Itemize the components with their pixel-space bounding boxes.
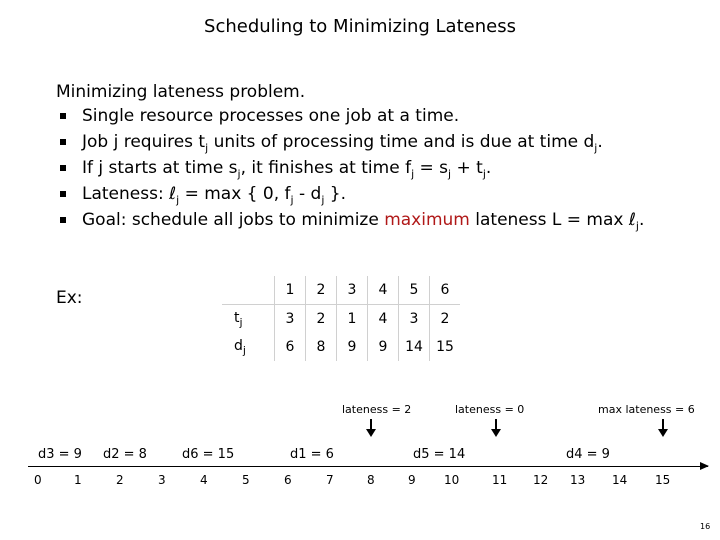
timeline-axis xyxy=(28,466,708,467)
bullet-marker xyxy=(60,139,66,145)
bullet-marker xyxy=(60,113,66,119)
lateness-label-2: lateness = 0 xyxy=(455,403,525,416)
bullet-4 xyxy=(60,184,346,206)
bullet-text: - d xyxy=(293,184,322,204)
table-cell: 2 xyxy=(306,305,337,334)
table-header-row xyxy=(222,276,460,305)
bullet-text: + t xyxy=(451,158,483,178)
table-cell: 15 xyxy=(430,333,461,361)
tick-label: 13 xyxy=(570,473,586,487)
header-cell: 1 xyxy=(275,276,306,305)
row-label: $d_j$ xyxy=(234,337,246,357)
tick-label: 1 xyxy=(74,473,82,487)
arrow-down-icon xyxy=(491,429,501,437)
bullet-text: = max { 0, f xyxy=(179,184,291,204)
tick-label: 5 xyxy=(242,473,250,487)
arrow-down-icon xyxy=(658,429,668,437)
highlight-text: maximum xyxy=(384,210,470,230)
subscript: j xyxy=(321,193,325,207)
bullet-text: lateness L = max ℓ xyxy=(469,210,636,230)
table-cell: 8 xyxy=(306,333,337,361)
bullet-text: }. xyxy=(324,184,346,204)
table-cell: 1 xyxy=(337,305,368,334)
job-label-d2: d2 = 8 xyxy=(103,447,147,462)
table-cell: 4 xyxy=(368,305,399,334)
corner-cell xyxy=(222,276,275,305)
bullet-marker xyxy=(60,191,66,197)
arrow-down-icon xyxy=(366,429,376,437)
table-cell: 14 xyxy=(399,333,430,361)
bullet-text: , it finishes at time f xyxy=(240,158,412,178)
bullet-text: units of processing time and is due at time d xyxy=(208,132,595,152)
header-cell: 4 xyxy=(368,276,399,305)
tick-label: 11 xyxy=(492,473,508,487)
tick-label: 9 xyxy=(408,473,416,487)
job-label-d4: d4 = 9 xyxy=(566,447,610,462)
job-label-d6: d6 = 15 xyxy=(182,447,235,462)
tick-label: 8 xyxy=(367,473,375,487)
subscript: j xyxy=(237,167,241,181)
bullet-marker xyxy=(60,217,66,223)
tick-label: 4 xyxy=(200,473,208,487)
subscript: j xyxy=(411,167,415,181)
bullet-text: . xyxy=(638,210,645,230)
table-cell: 3 xyxy=(275,305,306,334)
header-cell: 2 xyxy=(306,276,337,305)
bullet-5 xyxy=(60,210,644,232)
table-cell: 9 xyxy=(337,333,368,361)
job-label-d1: d1 = 6 xyxy=(290,447,334,462)
table-cell: 3 xyxy=(399,305,430,334)
subscript: j xyxy=(482,167,486,181)
bullet-text: . xyxy=(485,158,492,178)
example-label: Ex: xyxy=(56,288,83,308)
subscript: j xyxy=(635,219,639,233)
bullet-1 xyxy=(60,106,459,126)
bullet-text: . xyxy=(597,132,603,152)
bullet-3 xyxy=(60,158,491,180)
tick-label: 12 xyxy=(533,473,549,487)
page-number: 16 xyxy=(700,522,711,531)
jobs-table xyxy=(222,276,460,361)
subscript: j xyxy=(205,141,209,155)
subscript: j xyxy=(290,193,294,207)
intro-text: Minimizing lateness problem. xyxy=(56,82,306,102)
bullet-text: Lateness: ℓ xyxy=(82,184,177,204)
subscript: j xyxy=(448,167,452,181)
tick-label: 0 xyxy=(34,473,42,487)
tick-label: 6 xyxy=(284,473,292,487)
subscript: j xyxy=(594,141,598,155)
subscript: j xyxy=(176,193,180,207)
tick-label: 2 xyxy=(116,473,124,487)
row-label: $t_j$ xyxy=(234,309,243,329)
table-cell: 2 xyxy=(430,305,461,334)
tick-label: 7 xyxy=(326,473,334,487)
header-cell: 6 xyxy=(430,276,461,305)
table-row-d xyxy=(222,333,460,361)
tick-label: 3 xyxy=(158,473,166,487)
bullet-marker xyxy=(60,165,66,171)
bullet-text: If j starts at time s xyxy=(82,158,238,178)
tick-label: 14 xyxy=(612,473,628,487)
job-label-d3: d3 = 9 xyxy=(38,447,82,462)
bullet-text: Job j requires t xyxy=(82,132,206,152)
arrow-right-icon xyxy=(700,462,709,470)
bullet-text: Goal: schedule all jobs to minimize xyxy=(82,210,385,230)
table-cell: 6 xyxy=(275,333,306,361)
lateness-label-3: max lateness = 6 xyxy=(598,403,695,416)
bullet-text: = s xyxy=(414,158,449,178)
lateness-label-1: lateness = 2 xyxy=(342,403,412,416)
job-label-d5: d5 = 14 xyxy=(413,447,466,462)
table-row-t xyxy=(222,305,460,334)
tick-label: 10 xyxy=(444,473,460,487)
header-cell: 3 xyxy=(337,276,368,305)
table-cell: 9 xyxy=(368,333,399,361)
bullet-2 xyxy=(60,132,603,154)
slide-title: Scheduling to Minimizing Lateness xyxy=(204,16,516,37)
bullet-text: Single resource processes one job at a time. xyxy=(82,106,460,126)
header-cell: 5 xyxy=(399,276,430,305)
tick-label: 15 xyxy=(655,473,671,487)
